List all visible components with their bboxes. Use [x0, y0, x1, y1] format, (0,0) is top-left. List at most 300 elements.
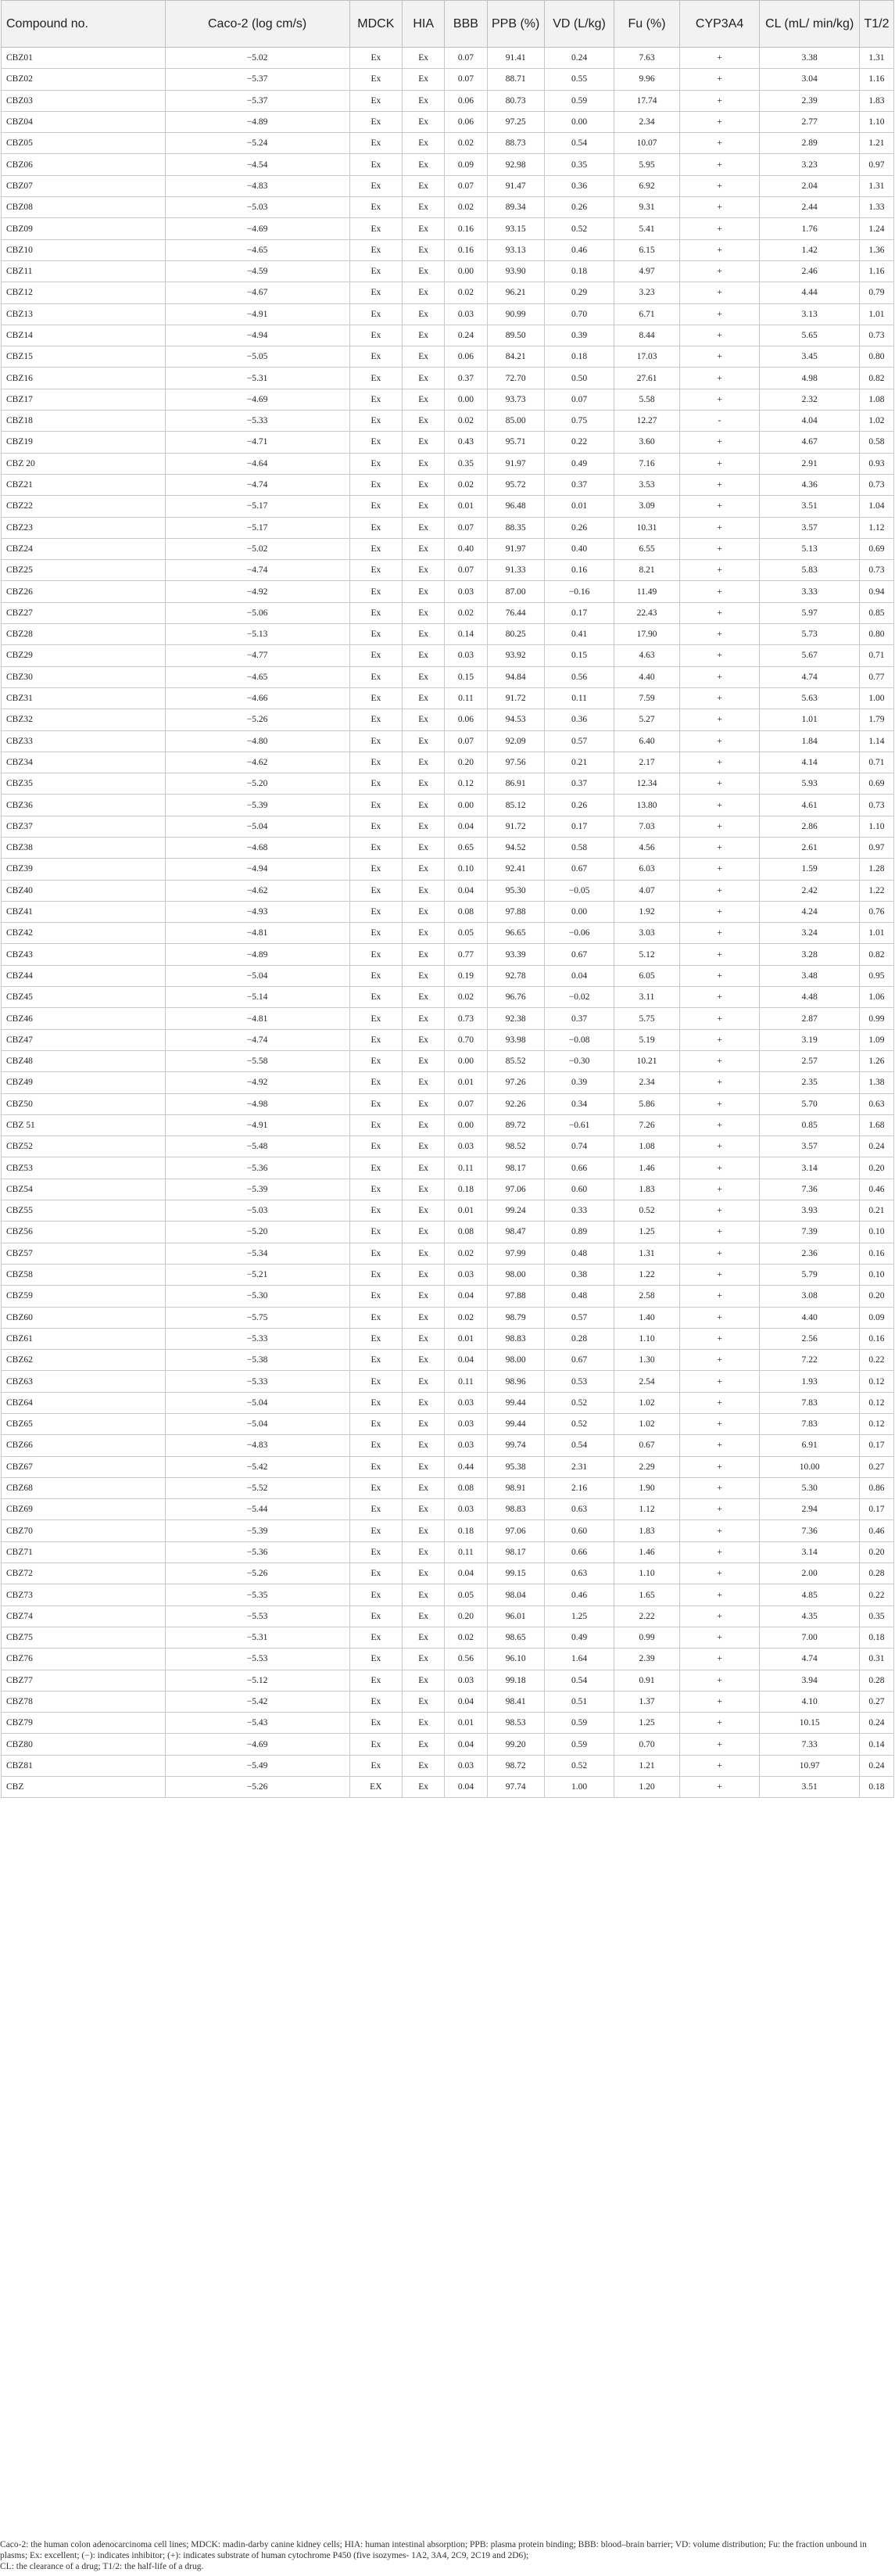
cyp3a4-cell: +: [679, 965, 760, 986]
cyp3a4-cell: +: [679, 1670, 760, 1691]
caco2-cell: −4.64: [165, 453, 349, 474]
mdck-cell: Ex: [349, 1157, 402, 1179]
bbb-cell: 0.35: [445, 453, 487, 474]
vd-cell: 0.52: [544, 1755, 614, 1776]
cyp3a4-cell: +: [679, 1050, 760, 1071]
hia-cell: Ex: [403, 1157, 445, 1179]
header-row: [2, 1, 894, 48]
cl-cell: 3.04: [760, 69, 860, 90]
vd-cell: 0.46: [544, 239, 614, 260]
header-cyp3a4: CYP3A4: [679, 1, 760, 48]
cl-cell: 5.70: [760, 1093, 860, 1114]
cyp3a4-cell: +: [679, 773, 760, 795]
cl-cell: 2.42: [760, 880, 860, 901]
cl-cell: 4.85: [760, 1584, 860, 1606]
fu-cell: 1.12: [614, 1499, 680, 1520]
mdck-cell: Ex: [349, 645, 402, 666]
cyp3a4-cell: +: [679, 1499, 760, 1520]
cyp3a4-cell: +: [679, 880, 760, 901]
caco2-cell: −5.31: [165, 1627, 349, 1648]
hia-cell: Ex: [403, 1606, 445, 1627]
cyp3a4-cell: +: [679, 1649, 760, 1670]
table-row: [2, 346, 894, 368]
cl-cell: 10.15: [760, 1713, 860, 1734]
compound-cell: CBZ55: [2, 1200, 166, 1222]
cyp3a4-cell: +: [679, 90, 760, 111]
hia-cell: Ex: [403, 965, 445, 986]
vd-cell: 0.57: [544, 730, 614, 752]
vd-cell: −0.16: [544, 581, 614, 602]
hia-cell: Ex: [403, 1456, 445, 1477]
caco2-cell: −5.36: [165, 1157, 349, 1179]
cyp3a4-cell: +: [679, 624, 760, 645]
compound-cell: CBZ17: [2, 389, 166, 410]
cyp3a4-cell: +: [679, 1606, 760, 1627]
fu-cell: 5.86: [614, 1093, 680, 1114]
cl-cell: 3.38: [760, 48, 860, 69]
cl-cell: 0.85: [760, 1114, 860, 1136]
fu-cell: 2.58: [614, 1286, 680, 1307]
vd-cell: 0.75: [544, 411, 614, 432]
header-compound: Compound no.: [2, 1, 166, 48]
compound-cell: CBZ01: [2, 48, 166, 69]
cyp3a4-cell: +: [679, 1264, 760, 1285]
half-life-cell: 1.00: [859, 687, 893, 709]
table-row: [2, 389, 894, 410]
cl-cell: 3.51: [760, 496, 860, 517]
header-cl: CL (mL/ min/kg): [760, 1, 860, 48]
fu-cell: 10.21: [614, 1050, 680, 1071]
table-row: [2, 69, 894, 90]
hia-cell: Ex: [403, 859, 445, 880]
cyp3a4-cell: +: [679, 1414, 760, 1435]
hia-cell: Ex: [403, 944, 445, 965]
caco2-cell: −4.91: [165, 303, 349, 325]
caco2-cell: −5.14: [165, 987, 349, 1008]
compound-cell: CBZ58: [2, 1264, 166, 1285]
table-row: [2, 1734, 894, 1755]
compound-cell: CBZ63: [2, 1371, 166, 1392]
table-row: [2, 602, 894, 623]
ppb-cell: 98.00: [487, 1350, 544, 1371]
half-life-cell: 1.38: [859, 1072, 893, 1093]
mdck-cell: EX: [349, 1777, 402, 1798]
compound-cell: CBZ12: [2, 282, 166, 303]
mdck-cell: Ex: [349, 666, 402, 687]
cl-cell: 7.83: [760, 1392, 860, 1413]
half-life-cell: 0.73: [859, 325, 893, 346]
half-life-cell: 0.71: [859, 645, 893, 666]
ppb-cell: 91.41: [487, 48, 544, 69]
mdck-cell: Ex: [349, 987, 402, 1008]
compound-cell: CBZ15: [2, 346, 166, 368]
bbb-cell: 0.02: [445, 282, 487, 303]
mdck-cell: Ex: [349, 1136, 402, 1157]
table-row: [2, 944, 894, 965]
cl-cell: 2.87: [760, 1008, 860, 1029]
caco2-cell: −4.66: [165, 687, 349, 709]
mdck-cell: Ex: [349, 944, 402, 965]
ppb-cell: 91.72: [487, 816, 544, 837]
caco2-cell: −4.69: [165, 1734, 349, 1755]
fu-cell: 1.10: [614, 1328, 680, 1349]
header-ppb: PPB (%): [487, 1, 544, 48]
mdck-cell: Ex: [349, 1627, 402, 1648]
cyp3a4-cell: +: [679, 1286, 760, 1307]
compound-cell: CBZ48: [2, 1050, 166, 1071]
compound-cell: CBZ34: [2, 752, 166, 773]
cyp3a4-cell: +: [679, 645, 760, 666]
table-row: [2, 987, 894, 1008]
half-life-cell: 0.93: [859, 453, 893, 474]
table-row: [2, 474, 894, 495]
bbb-cell: 0.02: [445, 1627, 487, 1648]
cl-cell: 1.76: [760, 218, 860, 239]
cl-cell: 3.94: [760, 1670, 860, 1691]
half-life-cell: 0.58: [859, 432, 893, 453]
bbb-cell: 0.01: [445, 1713, 487, 1734]
cl-cell: 7.00: [760, 1627, 860, 1648]
compound-cell: CBZ72: [2, 1563, 166, 1584]
mdck-cell: Ex: [349, 496, 402, 517]
cl-cell: 3.14: [760, 1541, 860, 1562]
table-row: [2, 1414, 894, 1435]
vd-cell: 0.59: [544, 1734, 614, 1755]
compound-cell: CBZ74: [2, 1606, 166, 1627]
caco2-cell: −5.37: [165, 90, 349, 111]
compound-cell: CBZ78: [2, 1691, 166, 1712]
vd-cell: 0.37: [544, 773, 614, 795]
vd-cell: 0.63: [544, 1499, 614, 1520]
fu-cell: 5.58: [614, 389, 680, 410]
hia-cell: Ex: [403, 1136, 445, 1157]
table-body: [2, 48, 894, 1798]
table-row: [2, 111, 894, 132]
mdck-cell: Ex: [349, 1670, 402, 1691]
compound-cell: CBZ08: [2, 197, 166, 218]
cl-cell: 4.14: [760, 752, 860, 773]
hia-cell: Ex: [403, 1328, 445, 1349]
ppb-cell: 98.72: [487, 1755, 544, 1776]
bbb-cell: 0.19: [445, 965, 487, 986]
vd-cell: 0.38: [544, 1264, 614, 1285]
cl-cell: 5.97: [760, 602, 860, 623]
cyp3a4-cell: +: [679, 175, 760, 196]
fu-cell: 1.02: [614, 1414, 680, 1435]
cyp3a4-cell: +: [679, 687, 760, 709]
compound-cell: CBZ50: [2, 1093, 166, 1114]
mdck-cell: Ex: [349, 111, 402, 132]
cyp3a4-cell: +: [679, 923, 760, 944]
mdck-cell: Ex: [349, 1392, 402, 1413]
fu-cell: 2.17: [614, 752, 680, 773]
caco2-cell: −5.37: [165, 69, 349, 90]
cl-cell: 5.63: [760, 687, 860, 709]
half-life-cell: 1.10: [859, 111, 893, 132]
bbb-cell: 0.73: [445, 1008, 487, 1029]
table-row: [2, 1649, 894, 1670]
caco2-cell: −4.98: [165, 1093, 349, 1114]
cl-cell: 2.57: [760, 1050, 860, 1071]
mdck-cell: Ex: [349, 1264, 402, 1285]
hia-cell: Ex: [403, 154, 445, 175]
bbb-cell: 0.20: [445, 1606, 487, 1627]
half-life-cell: 0.71: [859, 752, 893, 773]
vd-cell: 2.16: [544, 1477, 614, 1498]
table-row: [2, 709, 894, 730]
hia-cell: Ex: [403, 432, 445, 453]
hia-cell: Ex: [403, 133, 445, 154]
fu-cell: 5.41: [614, 218, 680, 239]
cyp3a4-cell: +: [679, 1392, 760, 1413]
compound-cell: CBZ02: [2, 69, 166, 90]
caco2-cell: −5.17: [165, 496, 349, 517]
table-row: [2, 795, 894, 816]
ppb-cell: 97.26: [487, 1072, 544, 1093]
caco2-cell: −5.53: [165, 1606, 349, 1627]
cyp3a4-cell: +: [679, 1008, 760, 1029]
half-life-cell: 1.83: [859, 90, 893, 111]
cl-cell: 1.84: [760, 730, 860, 752]
cyp3a4-cell: +: [679, 1456, 760, 1477]
cyp3a4-cell: +: [679, 538, 760, 559]
compound-cell: CBZ62: [2, 1350, 166, 1371]
half-life-cell: 1.12: [859, 517, 893, 538]
table-row: [2, 1499, 894, 1520]
hia-cell: Ex: [403, 303, 445, 325]
table-row: [2, 687, 894, 709]
vd-cell: 0.49: [544, 453, 614, 474]
compound-cell: CBZ18: [2, 411, 166, 432]
table-row: [2, 1200, 894, 1222]
caco2-cell: −4.89: [165, 111, 349, 132]
caco2-cell: −4.68: [165, 837, 349, 858]
table-row: [2, 965, 894, 986]
compound-cell: CBZ65: [2, 1414, 166, 1435]
hia-cell: Ex: [403, 474, 445, 495]
ppb-cell: 84.21: [487, 346, 544, 368]
cl-cell: 4.67: [760, 432, 860, 453]
fu-cell: 27.61: [614, 368, 680, 389]
compound-cell: CBZ70: [2, 1520, 166, 1541]
mdck-cell: Ex: [349, 1734, 402, 1755]
half-life-cell: 1.21: [859, 133, 893, 154]
ppb-cell: 99.74: [487, 1435, 544, 1456]
half-life-cell: 0.77: [859, 666, 893, 687]
cl-cell: 2.39: [760, 90, 860, 111]
header-half-life: T1/2: [859, 1, 893, 48]
caco2-cell: −5.44: [165, 1499, 349, 1520]
cl-cell: 4.24: [760, 901, 860, 922]
half-life-cell: 1.14: [859, 730, 893, 752]
compound-cell: CBZ06: [2, 154, 166, 175]
table-row: [2, 1328, 894, 1349]
half-life-cell: 0.99: [859, 1008, 893, 1029]
ppb-cell: 96.65: [487, 923, 544, 944]
mdck-cell: Ex: [349, 1200, 402, 1222]
compound-cell: CBZ69: [2, 1499, 166, 1520]
table-row: [2, 1008, 894, 1029]
cyp3a4-cell: +: [679, 389, 760, 410]
mdck-cell: Ex: [349, 1114, 402, 1136]
compound-cell: CBZ61: [2, 1328, 166, 1349]
vd-cell: 0.01: [544, 496, 614, 517]
compound-cell: CBZ54: [2, 1179, 166, 1200]
cyp3a4-cell: +: [679, 1179, 760, 1200]
hia-cell: Ex: [403, 325, 445, 346]
half-life-cell: 0.16: [859, 1328, 893, 1349]
vd-cell: 0.52: [544, 1392, 614, 1413]
ppb-cell: 98.96: [487, 1371, 544, 1392]
half-life-cell: 0.85: [859, 602, 893, 623]
half-life-cell: 0.17: [859, 1499, 893, 1520]
fu-cell: 10.07: [614, 133, 680, 154]
bbb-cell: 0.04: [445, 1286, 487, 1307]
compound-cell: CBZ24: [2, 538, 166, 559]
cl-cell: 5.73: [760, 624, 860, 645]
mdck-cell: Ex: [349, 538, 402, 559]
fu-cell: 6.15: [614, 239, 680, 260]
half-life-cell: 0.79: [859, 282, 893, 303]
bbb-cell: 0.00: [445, 1050, 487, 1071]
vd-cell: 0.48: [544, 1286, 614, 1307]
bbb-cell: 0.09: [445, 154, 487, 175]
cl-cell: 2.46: [760, 260, 860, 282]
caco2-cell: −5.17: [165, 517, 349, 538]
caco2-cell: −4.74: [165, 560, 349, 581]
half-life-cell: 0.97: [859, 154, 893, 175]
table-row: [2, 90, 894, 111]
ppb-cell: 99.44: [487, 1392, 544, 1413]
fu-cell: 5.12: [614, 944, 680, 965]
mdck-cell: Ex: [349, 282, 402, 303]
half-life-cell: 1.04: [859, 496, 893, 517]
cyp3a4-cell: +: [679, 1136, 760, 1157]
bbb-cell: 0.01: [445, 496, 487, 517]
ppb-cell: 99.15: [487, 1563, 544, 1584]
caco2-cell: −5.33: [165, 1371, 349, 1392]
caco2-cell: −5.34: [165, 1243, 349, 1264]
caco2-cell: −4.74: [165, 1029, 349, 1050]
caco2-cell: −5.02: [165, 538, 349, 559]
vd-cell: 0.57: [544, 1307, 614, 1328]
hia-cell: Ex: [403, 1371, 445, 1392]
compound-cell: CBZ75: [2, 1627, 166, 1648]
table-row: [2, 303, 894, 325]
table-row: [2, 752, 894, 773]
bbb-cell: 0.03: [445, 1414, 487, 1435]
mdck-cell: Ex: [349, 602, 402, 623]
fu-cell: 6.40: [614, 730, 680, 752]
mdck-cell: Ex: [349, 133, 402, 154]
vd-cell: 0.07: [544, 389, 614, 410]
table-row: [2, 1093, 894, 1114]
hia-cell: Ex: [403, 1499, 445, 1520]
table-row: [2, 1713, 894, 1734]
ppb-cell: 72.70: [487, 368, 544, 389]
mdck-cell: Ex: [349, 1008, 402, 1029]
cyp3a4-cell: +: [679, 260, 760, 282]
mdck-cell: Ex: [349, 1029, 402, 1050]
caco2-cell: −5.48: [165, 1136, 349, 1157]
mdck-cell: Ex: [349, 218, 402, 239]
caco2-cell: −5.04: [165, 965, 349, 986]
fu-cell: 7.26: [614, 1114, 680, 1136]
vd-cell: 0.40: [544, 538, 614, 559]
half-life-cell: 1.01: [859, 303, 893, 325]
caco2-cell: −5.38: [165, 1350, 349, 1371]
hia-cell: Ex: [403, 496, 445, 517]
cl-cell: 7.22: [760, 1350, 860, 1371]
vd-cell: −0.30: [544, 1050, 614, 1071]
half-life-cell: 1.06: [859, 987, 893, 1008]
caco2-cell: −4.67: [165, 282, 349, 303]
vd-cell: −0.08: [544, 1029, 614, 1050]
cl-cell: 5.67: [760, 645, 860, 666]
caco2-cell: −5.21: [165, 1264, 349, 1285]
half-life-cell: 0.82: [859, 368, 893, 389]
mdck-cell: Ex: [349, 1243, 402, 1264]
cl-cell: 5.13: [760, 538, 860, 559]
vd-cell: 0.15: [544, 645, 614, 666]
vd-cell: 0.22: [544, 432, 614, 453]
hia-cell: Ex: [403, 175, 445, 196]
caco2-cell: −4.59: [165, 260, 349, 282]
cl-cell: 7.36: [760, 1520, 860, 1541]
caco2-cell: −4.62: [165, 752, 349, 773]
mdck-cell: Ex: [349, 1541, 402, 1562]
caco2-cell: −5.75: [165, 1307, 349, 1328]
ppb-cell: 97.74: [487, 1777, 544, 1798]
bbb-cell: 0.16: [445, 239, 487, 260]
caco2-cell: −5.35: [165, 1584, 349, 1606]
mdck-cell: Ex: [349, 1435, 402, 1456]
caco2-cell: −5.26: [165, 1563, 349, 1584]
cl-cell: 1.01: [760, 709, 860, 730]
ppb-cell: 98.17: [487, 1157, 544, 1179]
table-row: [2, 432, 894, 453]
cyp3a4-cell: +: [679, 48, 760, 69]
bbb-cell: 0.44: [445, 1456, 487, 1477]
bbb-cell: 0.14: [445, 624, 487, 645]
mdck-cell: Ex: [349, 1520, 402, 1541]
half-life-cell: 1.02: [859, 411, 893, 432]
vd-cell: 1.64: [544, 1649, 614, 1670]
caco2-cell: −4.92: [165, 581, 349, 602]
bbb-cell: 0.06: [445, 111, 487, 132]
compound-cell: CBZ76: [2, 1649, 166, 1670]
vd-cell: 0.53: [544, 1371, 614, 1392]
bbb-cell: 0.05: [445, 923, 487, 944]
compound-cell: CBZ57: [2, 1243, 166, 1264]
compound-cell: CBZ66: [2, 1435, 166, 1456]
fu-cell: 17.03: [614, 346, 680, 368]
table-row: [2, 1307, 894, 1328]
ppb-cell: 96.48: [487, 496, 544, 517]
cyp3a4-cell: +: [679, 1200, 760, 1222]
ppb-cell: 91.97: [487, 538, 544, 559]
ppb-cell: 97.06: [487, 1520, 544, 1541]
vd-cell: 0.60: [544, 1520, 614, 1541]
compound-cell: CBZ 20: [2, 453, 166, 474]
ppb-cell: 95.71: [487, 432, 544, 453]
fu-cell: 9.31: [614, 197, 680, 218]
mdck-cell: Ex: [349, 303, 402, 325]
vd-cell: 0.56: [544, 666, 614, 687]
mdck-cell: Ex: [349, 48, 402, 69]
mdck-cell: Ex: [349, 1755, 402, 1776]
table-row: [2, 880, 894, 901]
